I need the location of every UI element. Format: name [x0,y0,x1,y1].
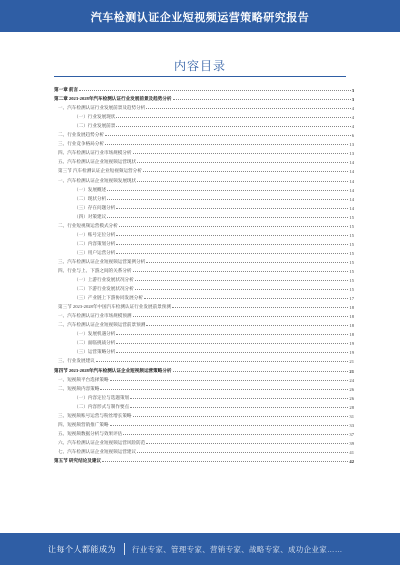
toc-entry[interactable] [54,401,354,410]
toc-entry-page-number: 41 [349,449,354,455]
toc-entry[interactable] [54,129,354,138]
toc-leader-dots [146,325,348,326]
footer-tagline: 行业专家、管理专家、营销专家、战略专家、成功企业家…… [132,545,343,554]
toc-leader-dots [173,99,351,100]
toc-leader-dots [130,398,348,399]
toc-leader-dots [133,271,349,272]
toc-entry-page-number: 26 [349,395,354,401]
toc-entry-page-number: 4 [351,106,354,112]
toc-entry-label: （二）现状分析 [74,195,107,201]
toc-entry-label: 一、汽车检测认证企业短视频发展现状 [58,177,137,183]
footer-slogan: 让每个人都能成为 [48,545,116,554]
toc-entry-page-number: 19 [349,341,354,347]
toc-entry-page-number: 15 [349,278,354,284]
toc-entry-page-number: 18 [349,332,354,338]
toc-entry-page-number: 4 [351,124,354,130]
toc-leader-dots [130,407,348,408]
toc-leader-dots [116,352,348,353]
header-banner [0,0,400,32]
toc-entry[interactable] [54,184,354,193]
toc-entry[interactable] [54,202,354,211]
toc-leader-dots [105,144,348,145]
toc-leader-dots [146,108,350,109]
toc-leader-dots [116,244,348,245]
toc-leader-dots [110,425,349,426]
toc-entry-label: 第五节 研究结论及建议 [54,457,102,463]
toc-entry-label: 二、行业发展趋势分析 [58,132,104,138]
toc-entry-label: 三、短视频账号运营与粉丝增长策略 [58,412,132,418]
toc-leader-dots [96,361,349,362]
toc-entry-label: （二）内容形式与制作要点 [74,403,130,409]
toc-entry-label: 第四节 2023-2028年汽车检测认证企业短视频运营策略分析 [54,367,172,373]
table-of-contents [54,84,354,464]
toc-entry-label: 第三节 2023-2028年中国汽车检测认证行业发展前景预测 [58,304,171,310]
toc-entry-page-number: 24 [349,377,354,383]
toc-entry[interactable] [54,111,354,120]
toc-entry[interactable] [54,193,354,202]
toc-entry-page-number: 3 [351,88,354,94]
toc-leader-dots [116,334,348,335]
toc-entry-label: 第三节 汽车检测认证企业短视频运营分析 [58,168,142,174]
toc-leader-dots [100,389,348,390]
toc-leader-dots [135,289,349,290]
toc-entry[interactable] [54,211,354,220]
toc-leader-dots [135,280,349,281]
toc-entry-page-number: 15 [349,241,354,247]
toc-entry-label: 第二章 2023-2028年汽车检测认证行业发展前景及趋势分析 [54,96,172,102]
footer-banner [0,533,400,565]
toc-entry-label: （二）面临挑战分析 [74,340,116,346]
toc-leader-dots [116,235,348,236]
toc-entry-label: （一）发展概述 [74,186,107,192]
toc-entry-page-number: 42 [349,458,354,464]
toc-entry[interactable] [54,437,354,446]
toc-entry-label: 四、汽车检测认证行业市场规模分析 [58,150,132,156]
toc-entry[interactable] [54,238,354,247]
toc-entry-label: 四、短视频营销推广策略 [58,421,109,427]
toc-entry[interactable] [54,102,354,111]
toc-entry[interactable] [54,328,354,337]
toc-leader-dots [116,117,350,118]
toc-entry[interactable] [54,337,354,346]
toc-entry-label: （一）发展机遇分析 [74,331,116,337]
toc-entry-page-number: 3 [351,97,354,103]
toc-leader-dots [79,90,351,91]
toc-leader-dots [144,298,348,299]
toc-entry[interactable] [54,120,354,129]
toc-entry-page-number: 26 [349,386,354,392]
toc-entry-page-number: 15 [349,232,354,238]
toc-entry-page-number: 13 [349,142,354,148]
toc-leader-dots [146,262,348,263]
toc-entry[interactable] [54,283,354,292]
toc-leader-dots [172,307,348,308]
toc-entry-page-number: 15 [349,259,354,265]
toc-entry[interactable] [54,292,354,301]
toc-entry-label: 六、汽车检测认证企业短视频运营风险防范 [58,439,146,445]
toc-entry-page-number: 17 [349,296,354,302]
toc-entry[interactable] [54,410,354,419]
toc-entry[interactable] [54,446,354,455]
toc-heading-divider [54,76,346,77]
toc-entry-page-number: 14 [349,178,354,184]
toc-entry[interactable] [54,147,354,156]
toc-entry[interactable] [54,383,354,392]
toc-entry[interactable] [54,174,354,183]
toc-entry-page-number: 15 [349,268,354,274]
toc-entry-label: （三）用户运营分析 [74,249,116,255]
toc-entry-label: （三）存在问题分析 [74,204,116,210]
toc-entry-page-number: 14 [349,160,354,166]
toc-entry[interactable] [54,229,354,238]
toc-entry-page-number: 15 [349,223,354,229]
toc-entry[interactable] [54,84,354,93]
toc-entry-page-number: 13 [349,151,354,157]
toc-leader-dots [110,380,349,381]
toc-leader-dots [116,208,348,209]
toc-entry[interactable] [54,428,354,437]
toc-entry-page-number: 21 [349,368,354,374]
toc-entry-page-number: 14 [349,196,354,202]
toc-entry-page-number: 6 [351,133,354,139]
toc-entry-label: （三）产业链上下游协同发展分析 [74,295,143,301]
toc-entry[interactable] [54,256,354,265]
toc-entry-label: 四、行业与上、下游之间的关系分析 [58,267,132,273]
toc-entry-page-number: 33 [349,422,354,428]
toc-entry-label: 一、汽车检测认证行业发展前景及趋势分析 [58,105,146,111]
toc-entry-label: 一、汽车检测认证行业市场规模预测 [58,313,132,319]
toc-entry-page-number: 15 [349,287,354,293]
toc-entry-page-number: 19 [349,350,354,356]
toc-entry[interactable] [54,346,354,355]
toc-entry-label: 三、行业发展建议 [58,358,95,364]
toc-entry-label: 五、短视频数据分析与效果评估 [58,430,123,436]
toc-entry-page-number: 18 [349,323,354,329]
toc-leader-dots [116,126,350,127]
toc-entry-page-number: 31 [349,413,354,419]
toc-entry-label: （一）账号定位分析 [74,231,116,237]
toc-entry-page-number: 37 [349,431,354,437]
toc-entry-page-number: 14 [349,169,354,175]
toc-entry-label: （二）下游行业发展状况分析 [74,286,134,292]
toc-leader-dots [137,181,348,182]
toc-entry-page-number: 28 [349,404,354,410]
toc-entry-label: 七、汽车检测认证企业短视频运营建议 [58,448,137,454]
toc-entry[interactable] [54,220,354,229]
toc-entry[interactable] [54,265,354,274]
toc-entry-label: （一）内容定位与选题策划 [74,394,130,400]
toc-leader-dots [107,199,348,200]
toc-leader-dots [137,452,348,453]
toc-leader-dots [116,253,348,254]
toc-entry-page-number: 18 [349,305,354,311]
toc-entry-label: （一）上游行业发展状况分析 [74,277,134,283]
toc-entry[interactable] [54,455,354,464]
toc-entry-label: 五、汽车检测认证企业短视频运营现状 [58,159,137,165]
toc-entry[interactable] [54,156,354,165]
toc-leader-dots [137,162,348,163]
toc-entry[interactable] [54,165,354,174]
toc-leader-dots [119,226,349,227]
toc-leader-dots [133,316,349,317]
toc-leader-dots [102,461,348,462]
toc-leader-dots [146,443,348,444]
toc-entry-page-number: 21 [349,359,354,365]
toc-entry-label: 二、汽车检测认证企业短视频运营前景预测 [58,322,146,328]
toc-leader-dots [143,171,349,172]
toc-entry-page-number: 39 [349,440,354,446]
toc-entry-page-number: 14 [349,205,354,211]
toc-entry-label: 三、汽车检测认证企业短视频运营案例分析 [58,258,146,264]
toc-entry-page-number: 15 [349,250,354,256]
toc-entry[interactable] [54,419,354,428]
report-title: 汽车检测认证企业短视频运营策略研究报告 [90,12,310,24]
toc-entry-page-number: 14 [349,187,354,193]
toc-entry-page-number: 18 [349,314,354,320]
toc-entry-label: 第一章 前言 [54,87,79,93]
toc-entry-label: （一）行业发展现状 [74,114,116,120]
toc-entry-label: （二）行业发展前景 [74,123,116,129]
toc-entry[interactable] [54,301,354,310]
toc-entry-label: （四）对策建议 [74,213,107,219]
toc-leader-dots [133,416,349,417]
toc-entry-label: 三、行业竞争格局分析 [58,141,104,147]
toc-entry-label: 二、行业短视频运营模式分析 [58,222,118,228]
toc-entry[interactable] [54,392,354,401]
toc-entry-label: （三）运营策略分析 [74,349,116,355]
toc-entry-page-number: 4 [351,115,354,121]
toc-leader-dots [116,343,348,344]
toc-entry[interactable] [54,274,354,283]
toc-entry[interactable] [54,355,354,364]
toc-entry[interactable] [54,310,354,319]
toc-heading: 内容目录 [173,59,226,73]
toc-leader-dots [105,135,351,136]
toc-leader-dots [107,217,348,218]
toc-entry[interactable] [54,374,354,383]
toc-entry[interactable] [54,247,354,256]
toc-leader-dots [173,371,349,372]
toc-entry[interactable] [54,319,354,328]
toc-entry[interactable] [54,138,354,147]
toc-entry-label: 二、短视频内容策略 [58,385,100,391]
toc-leader-dots [133,153,349,154]
toc-entry[interactable] [54,364,354,373]
toc-entry-page-number: 15 [349,214,354,220]
toc-entry-label: （二）内容策划分析 [74,240,116,246]
footer-divider [124,543,125,555]
toc-leader-dots [107,190,348,191]
toc-leader-dots [123,434,348,435]
toc-entry-label: 一、短视频平台选择策略 [58,376,109,382]
toc-entry[interactable] [54,93,354,102]
